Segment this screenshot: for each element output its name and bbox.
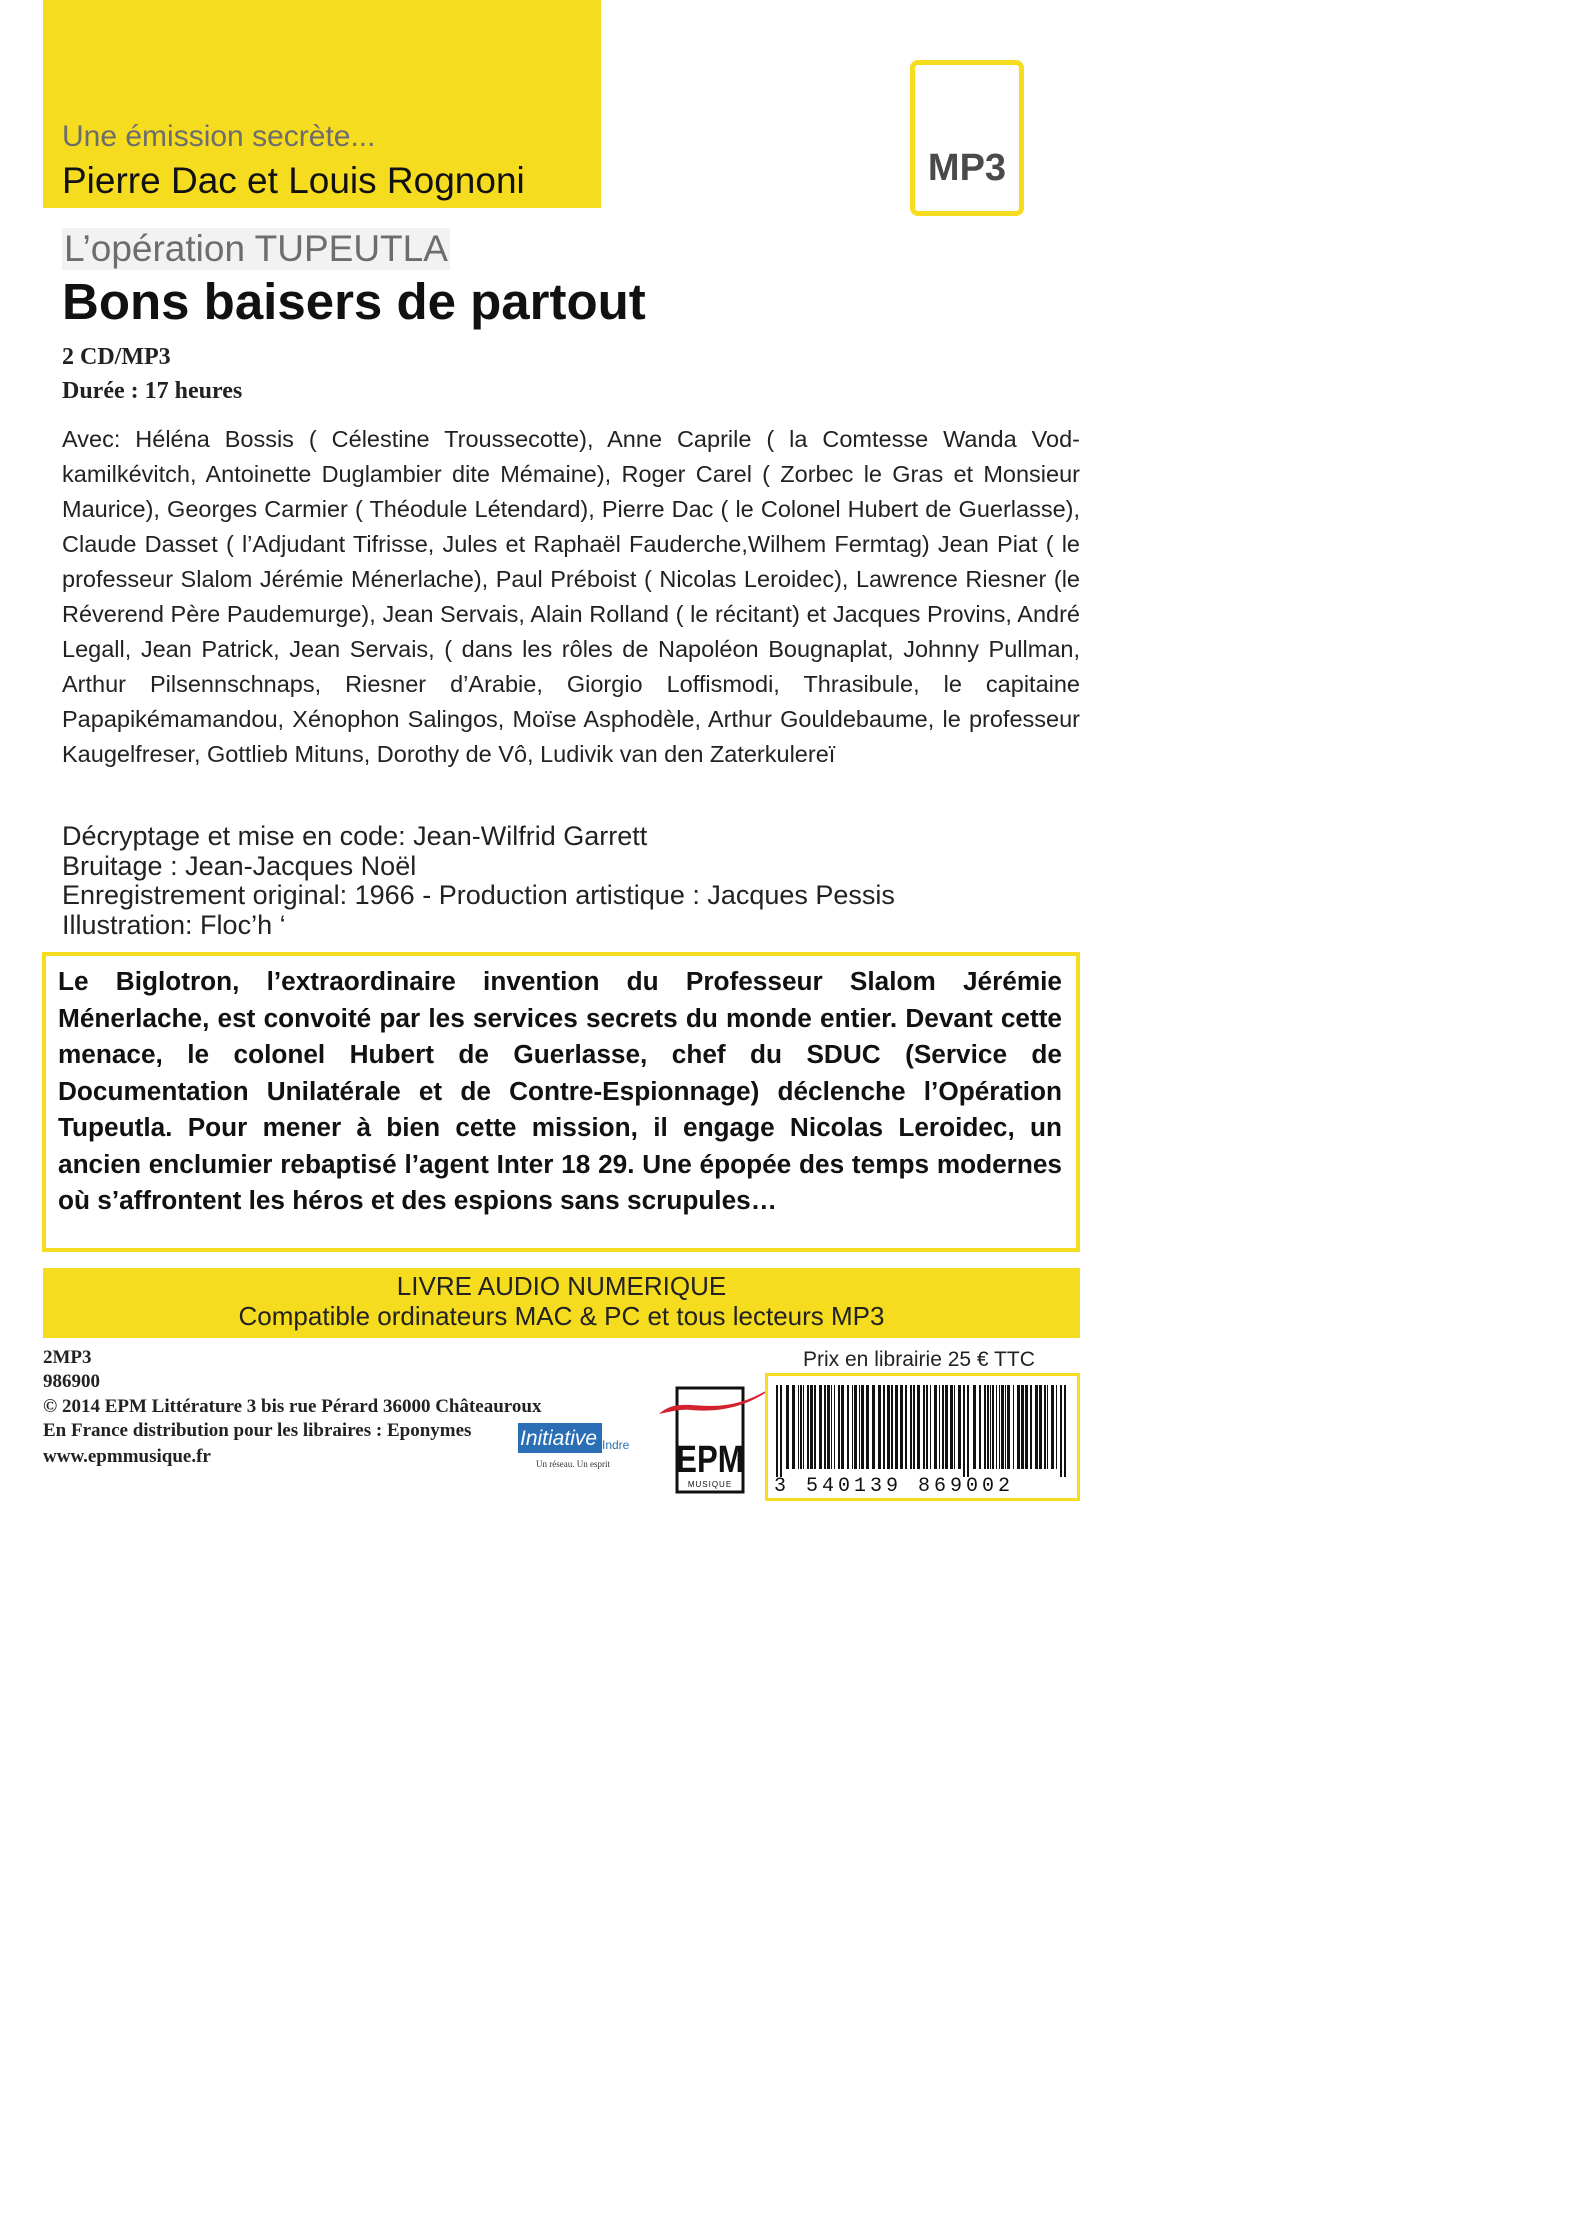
barcode-bar (807, 1385, 809, 1469)
barcode-bar (1007, 1385, 1010, 1469)
barcode-guard-bar (780, 1385, 782, 1477)
catalog-ref: 2MP3 (43, 1347, 92, 1368)
audio-format-band (43, 1268, 1080, 1338)
credit-line: Enregistrement original: 1966 - Production artistique : Jacques Pessis (62, 880, 895, 910)
barcode-bar (887, 1385, 890, 1469)
barcode-bar (939, 1385, 940, 1469)
barcode-bar (834, 1385, 835, 1469)
audio-format-title: LIVRE AUDIO NUMERIQUE (396, 1271, 727, 1301)
barcode-bar (819, 1385, 822, 1469)
barcode-bar (798, 1385, 799, 1469)
initiative-logo-suffix: Indre (602, 1438, 630, 1452)
barcode-bar (905, 1385, 907, 1469)
initiative-logo-tagline: Un réseau. Un esprit (536, 1459, 610, 1469)
mp3-badge-label: MP3 (927, 147, 1007, 189)
credit-line: Bruitage : Jean-Jacques Noël (62, 850, 417, 881)
barcode-bar (1030, 1385, 1032, 1469)
header-authors: Pierre Dac et Louis Rognoni (62, 160, 525, 201)
price-label: Prix en librairie 25 € TTC (803, 1348, 1035, 1371)
barcode-bar (917, 1385, 920, 1469)
barcode-bar (910, 1385, 912, 1469)
barcode-bar (891, 1385, 893, 1469)
barcode-bar (1056, 1385, 1057, 1469)
barcode-bar (824, 1385, 826, 1469)
barcode-bar (1051, 1385, 1054, 1469)
barcode-bar (973, 1385, 976, 1469)
barcode-bar (800, 1385, 802, 1469)
barcode-bar (878, 1385, 881, 1469)
barcode-bar (945, 1385, 948, 1469)
barcode-bar (866, 1385, 869, 1469)
epm-logo-text: EPM (676, 1439, 744, 1481)
duration-label: Durée : 17 heures (62, 378, 243, 404)
barcode-bar (803, 1385, 804, 1469)
credit-line: Illustration: Floc’h ‘ (62, 909, 286, 940)
barcode-bar (923, 1385, 925, 1469)
barcode-bar (1044, 1385, 1046, 1469)
barcode-bar (810, 1385, 813, 1469)
barcode-bar (913, 1385, 915, 1469)
synopsis-text: Le Biglotron, l’extraordinaire invention du Professeur Slalom Jérémie Ménerlache, est convoité par les services secrets du monde entier. Devant cette menace, le colonel Hubert de Guerlasse, chef du SDUC (Service de Documentation Unilatérale et de Contre-Espionnage) déclenche l’Opération Tupeutla. Pour mener à bien cette mission, il engage Nicolas Leroidec, un ancien enclumier rebaptisé l’agent Inter 18 29. Une épopée des temps modernes où s’affrontent les héros et des espions sans scrupules… (58, 966, 1062, 1215)
barcode-bar (1005, 1385, 1006, 1469)
barcode-bar (895, 1385, 898, 1469)
series-title: L’opération TUPEUTLA (64, 228, 448, 269)
format-label: 2 CD/MP3 (62, 344, 171, 370)
barcode-guard-bar (963, 1385, 965, 1477)
barcode-image (774, 1385, 1072, 1477)
barcode-bar (827, 1385, 830, 1469)
audio-compatibility: Compatible ordinateurs MAC & PC et tous lecteurs MP3 (238, 1301, 885, 1331)
barcode-guard-bar (1064, 1385, 1066, 1477)
barcode-bar (984, 1385, 986, 1469)
barcode-bar (930, 1385, 931, 1469)
barcode-bar (958, 1385, 961, 1469)
barcode-bar (854, 1385, 857, 1469)
mp3-badge (910, 60, 1024, 216)
barcode-bar (1017, 1385, 1020, 1469)
header-subtitle: Une émission secrète... (62, 120, 376, 153)
barcode-bar (942, 1385, 944, 1469)
barcode-bar (872, 1385, 875, 1469)
barcode-bar (814, 1385, 816, 1469)
epm-logo-subtext: MUSIQUE (687, 1480, 733, 1489)
main-title: Bons baisers de partout (62, 273, 646, 330)
barcode-bar (1001, 1385, 1004, 1469)
cast-paragraph: Avec: Héléna Bossis ( Célestine Troussecotte), Anne Caprile ( la Comtesse Wanda Vodkamilkévitch, Antoinette Duglambier dite Mémaine), Roger Carel ( Zorbec le Gras et Monsieur Maurice), Georges Carmier ( Théodule Létendard), Pierre Dac ( le Colonel Hubert de Guerlasse), Claude Dasset ( l’Adjudant Tifrisse, Jules et Raphaël Fauderche,Wilhem Fermtag) Jean Piat ( le professeur Slalom Jérémie Ménerlache), Paul Préboist ( Nicolas Leroidec), Lawrence Riesner (le Réverend Père Paudemurge), Jean Servais, Alain Rolland ( le récitant) et Jacques Provins, André Legall, Jean Patrick, Jean Servais, ( dans les rôles de Napoléon Bougnaplat, Johnny Pullman, Arthur Pilsennschnaps, Riesner d’Arabie, Giorgio Loffismodi, Thrasibule, le capitaine Papapikémamandou, Xénophon Salingos, Moïse Asphodèle, Arthur Gouldebaume, le professeur Kaugelfreser, Gottlieb Mituns, Dorothy de Vô, Ludivik van den Zaterkulereï (62, 426, 1080, 767)
barcode-bar (990, 1385, 991, 1469)
barcode-guard-bar (1060, 1385, 1062, 1477)
barcode-bar (838, 1385, 840, 1469)
barcode-bar (883, 1385, 885, 1469)
barcode-bar (861, 1385, 864, 1469)
barcode-guard-bar (776, 1385, 778, 1477)
barcode-bar (950, 1385, 953, 1469)
barcode-bar (792, 1385, 795, 1469)
barcode-bar (926, 1385, 928, 1469)
barcode-bar (1047, 1385, 1048, 1469)
distribution-line: En France distribution pour les libraires : Eponymes (43, 1420, 472, 1441)
barcode-bar (859, 1385, 860, 1469)
barcode-bar (1035, 1385, 1038, 1469)
website-link[interactable]: www.epmmusique.fr (43, 1446, 211, 1467)
barcode-bar (1013, 1385, 1014, 1469)
epm-musique-logo (655, 1380, 780, 1500)
barcode-guard-bar (967, 1385, 969, 1477)
copyright-line: © 2014 EPM Littérature 3 bis rue Pérard 36000 Châteauroux (43, 1396, 542, 1417)
barcode-bar (847, 1385, 849, 1469)
barcode-bar (999, 1385, 1000, 1469)
barcode-bar (1021, 1385, 1024, 1469)
barcode-bar (954, 1385, 955, 1469)
barcode-bar (934, 1385, 937, 1469)
barcode-bar (1025, 1385, 1028, 1469)
credit-line: Décryptage et mise en code: Jean-Wilfrid Garrett (62, 821, 648, 851)
catalog-number: 986900 (43, 1371, 100, 1392)
credits-block (62, 822, 895, 940)
barcode-bar (987, 1385, 989, 1469)
barcode-bar (831, 1385, 832, 1469)
barcode-digits: 3 540139 869002 (774, 1475, 1015, 1498)
barcode-bar (900, 1385, 903, 1469)
barcode-bar (852, 1385, 853, 1469)
barcode-bar (996, 1385, 997, 1469)
barcode-bar (1039, 1385, 1042, 1469)
barcode-bar (979, 1385, 981, 1469)
barcode-bar (841, 1385, 844, 1469)
barcode-bar (992, 1385, 994, 1469)
initiative-logo-text: Initiative (520, 1427, 598, 1450)
initiative-indre-logo (506, 1417, 632, 1477)
barcode-bar (786, 1385, 789, 1469)
